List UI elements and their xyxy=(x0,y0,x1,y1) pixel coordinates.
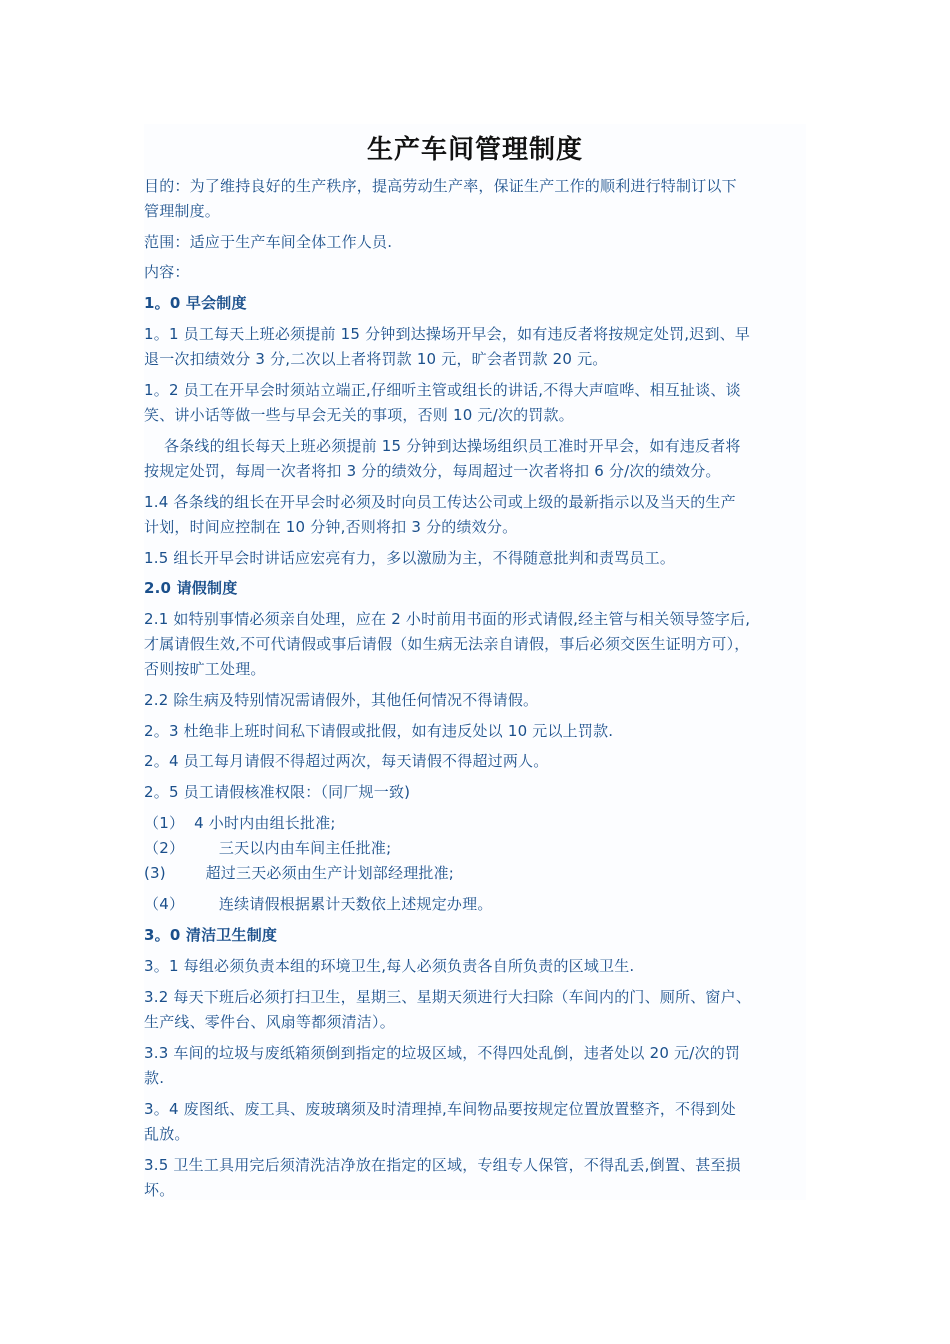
paragraph-line: 1。1 员工每天上班必须提前 15 分钟到达操场开早会，如有违反者将按规定处罚,迟到、早 xyxy=(144,325,751,343)
page-title: 生产车间管理制度 xyxy=(366,135,583,165)
paragraph xyxy=(144,322,808,372)
paragraph xyxy=(144,1041,808,1091)
paragraph: 1.5 组长开早会时讲话应宏亮有力，多以激励为主，不得随意批判和责骂员工。 xyxy=(144,549,676,567)
paragraph-line: 乱放。 xyxy=(144,1125,190,1143)
paragraph xyxy=(144,490,808,540)
purpose-line: 目的：为了维持良好的生产秩序，提高劳动生产率，保证生产工作的顺利进行特制订以下 xyxy=(144,177,737,195)
paragraph-line: 3。4 废图纸、废工具、废玻璃须及时清理掉,车间物品要按规定位置放置整齐，不得到处 xyxy=(144,1100,736,1118)
paragraph-line: 退一次扣绩效分 3 分,二次以上者将罚款 10 元，旷会者罚款 20 元。 xyxy=(144,350,608,368)
paragraph-line: 3.5 卫生工具用完后须清洗洁净放在指定的区域，专组专人保管，不得乱丢,倒置、甚至损 xyxy=(144,1156,741,1174)
paragraph-line: 生产线、零件台、风扇等都须清洁）。 xyxy=(144,1013,395,1031)
list-item: （2） 三天以内由车间主任批准; xyxy=(144,839,392,857)
section-heading: 3。0 清洁卫生制度 xyxy=(144,926,278,944)
paragraph-line: 才属请假生效,不可代请假或事后请假（如生病无法亲自请假，事后必须交医生证明方可）， xyxy=(144,635,750,653)
paragraph: 2。4 员工每月请假不得超过两次，每天请假不得超过两人。 xyxy=(144,752,549,770)
document-page xyxy=(144,124,806,1200)
section-heading: 2.0 请假制度 xyxy=(144,579,238,597)
paragraph-line: 3.2 每天下班后必须打扫卫生，星期三、星期天须进行大扫除（车间内的门、厕所、窗户、 xyxy=(144,988,752,1006)
paragraph xyxy=(144,1097,808,1147)
content-label: 内容： xyxy=(144,263,190,281)
paragraph: 3。1 每组必须负责本组的环境卫生,每人必须负责各自所负责的区域卫生. xyxy=(144,957,635,975)
list-item: （4） 连续请假根据累计天数依上述规定办理。 xyxy=(144,895,493,913)
paragraph xyxy=(144,607,808,682)
paragraph-line: 款. xyxy=(144,1069,165,1087)
paragraph: 2.2 除生病及特别情况需请假外，其他任何情况不得请假。 xyxy=(144,691,539,709)
paragraph-line: 坏。 xyxy=(144,1181,175,1199)
paragraph: 2。5 员工请假核准权限：（同厂规一致) xyxy=(144,783,411,801)
purpose-line: 管理制度。 xyxy=(144,202,221,220)
paragraph-line: 2.1 如特别事情必须亲自处理，应在 2 小时前用书面的形式请假,经主管与相关领导签字后, xyxy=(144,610,751,628)
paragraph-line: 1.4 各条线的组长在开早会时必须及时向员工传达公司或上级的最新指示以及当天的生产 xyxy=(144,493,736,511)
paragraph-line: 笑、讲小话等做一些与早会无关的事项，否则 10 元/次的罚款。 xyxy=(144,406,574,424)
paragraph: 2。3 杜绝非上班时间私下请假或批假，如有违反处以 10 元以上罚款. xyxy=(144,722,614,740)
paragraph xyxy=(144,985,808,1035)
paragraph xyxy=(144,434,808,484)
scope-paragraph: 范围：适应于生产车间全体工作人员. xyxy=(144,233,393,251)
paragraph xyxy=(144,378,808,428)
list-item: (3) 超过三天必须由生产计划部经理批准; xyxy=(144,864,455,882)
paragraph-line: 各条线的组长每天上班必须提前 15 分钟到达操场组织员工准时开早会，如有违反者将 xyxy=(164,437,741,455)
paragraph-line: 否则按旷工处理。 xyxy=(144,660,266,678)
section-heading: 1。0 早会制度 xyxy=(144,294,247,312)
paragraph-line: 计划，时间应控制在 10 分钟,否则将扣 3 分的绩效分。 xyxy=(144,518,518,536)
paragraph-line: 1。2 员工在开早会时须站立端正,仔细听主管或组长的讲话,不得大声喧哗、相互扯谈、谈 xyxy=(144,381,741,399)
paragraph-line: 按规定处罚，每周一次者将扣 3 分的绩效分，每周超过一次者将扣 6 分/次的绩效分。 xyxy=(144,462,721,480)
purpose-paragraph xyxy=(144,174,808,224)
paragraph-line: 3.3 车间的垃圾与废纸箱须倒到指定的垃圾区域，不得四处乱倒，违者处以 20 元/次的罚 xyxy=(144,1044,741,1062)
list-item: （1） 4 小时内由组长批准; xyxy=(144,814,336,832)
paragraph xyxy=(144,1153,808,1203)
